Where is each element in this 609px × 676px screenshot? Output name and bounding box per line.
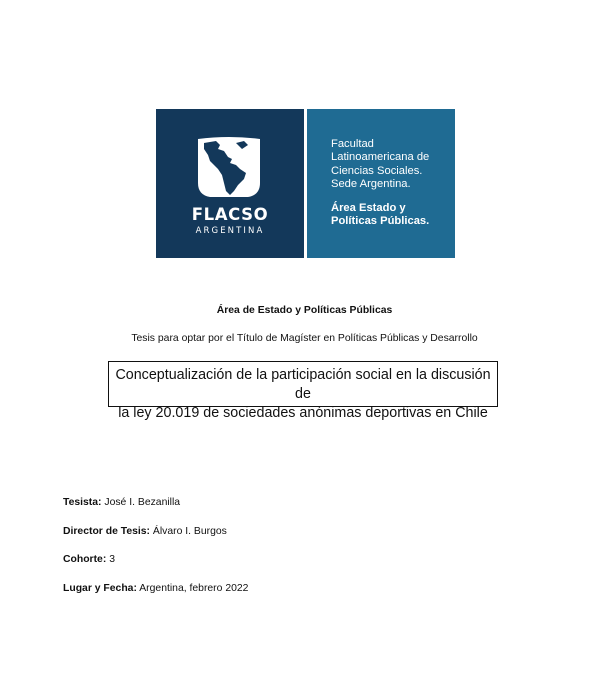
thesis-title-line: Conceptualización de la participación social en la discusión de: [115, 367, 491, 402]
department-heading: Área de Estado y Políticas Públicas: [216, 305, 393, 316]
area-line: Área Estado y: [331, 202, 406, 214]
area-line: Políticas Públicas.: [331, 215, 430, 228]
meta-label: Director de Tesis:: [63, 526, 151, 537]
logo-left-panel: [156, 109, 304, 258]
meta-value: Álvaro I. Burgos: [152, 526, 227, 537]
thesis-title-box: [108, 361, 498, 421]
faculty-line: Latinoamericana de: [331, 151, 430, 164]
americas-map-icon: [196, 135, 262, 200]
meta-label: Lugar y Fecha:: [63, 583, 137, 594]
logo-area-text: [331, 202, 451, 229]
logo-faculty-text: [331, 138, 451, 192]
meta-label: Tesista:: [63, 497, 102, 508]
logo-brand-text: FLACSO: [191, 205, 269, 224]
faculty-line: Sede Argentina.: [331, 178, 411, 191]
logo-brand-subtext: ARGENTINA: [195, 226, 265, 236]
meta-value: 3: [109, 554, 115, 565]
faculty-line: Ciencias Sociales.: [331, 164, 423, 177]
faculty-line: Facultad: [331, 138, 374, 150]
meta-lugar-fecha: [63, 583, 248, 594]
meta-tesista: [63, 497, 180, 508]
meta-value: Argentina, febrero 2022: [139, 583, 249, 594]
meta-label: Cohorte:: [63, 554, 107, 565]
degree-subheading: Tesis para optar por el Título de Magíster en Políticas Públicas y Desarrollo: [131, 333, 478, 344]
meta-value: José I. Bezanilla: [104, 497, 181, 508]
meta-director: [63, 526, 227, 537]
meta-cohorte: [63, 554, 115, 565]
thesis-title-line: la ley 20.019 de sociedades anónimas deportivas en Chile: [118, 405, 488, 421]
flacso-logo: [156, 109, 455, 258]
